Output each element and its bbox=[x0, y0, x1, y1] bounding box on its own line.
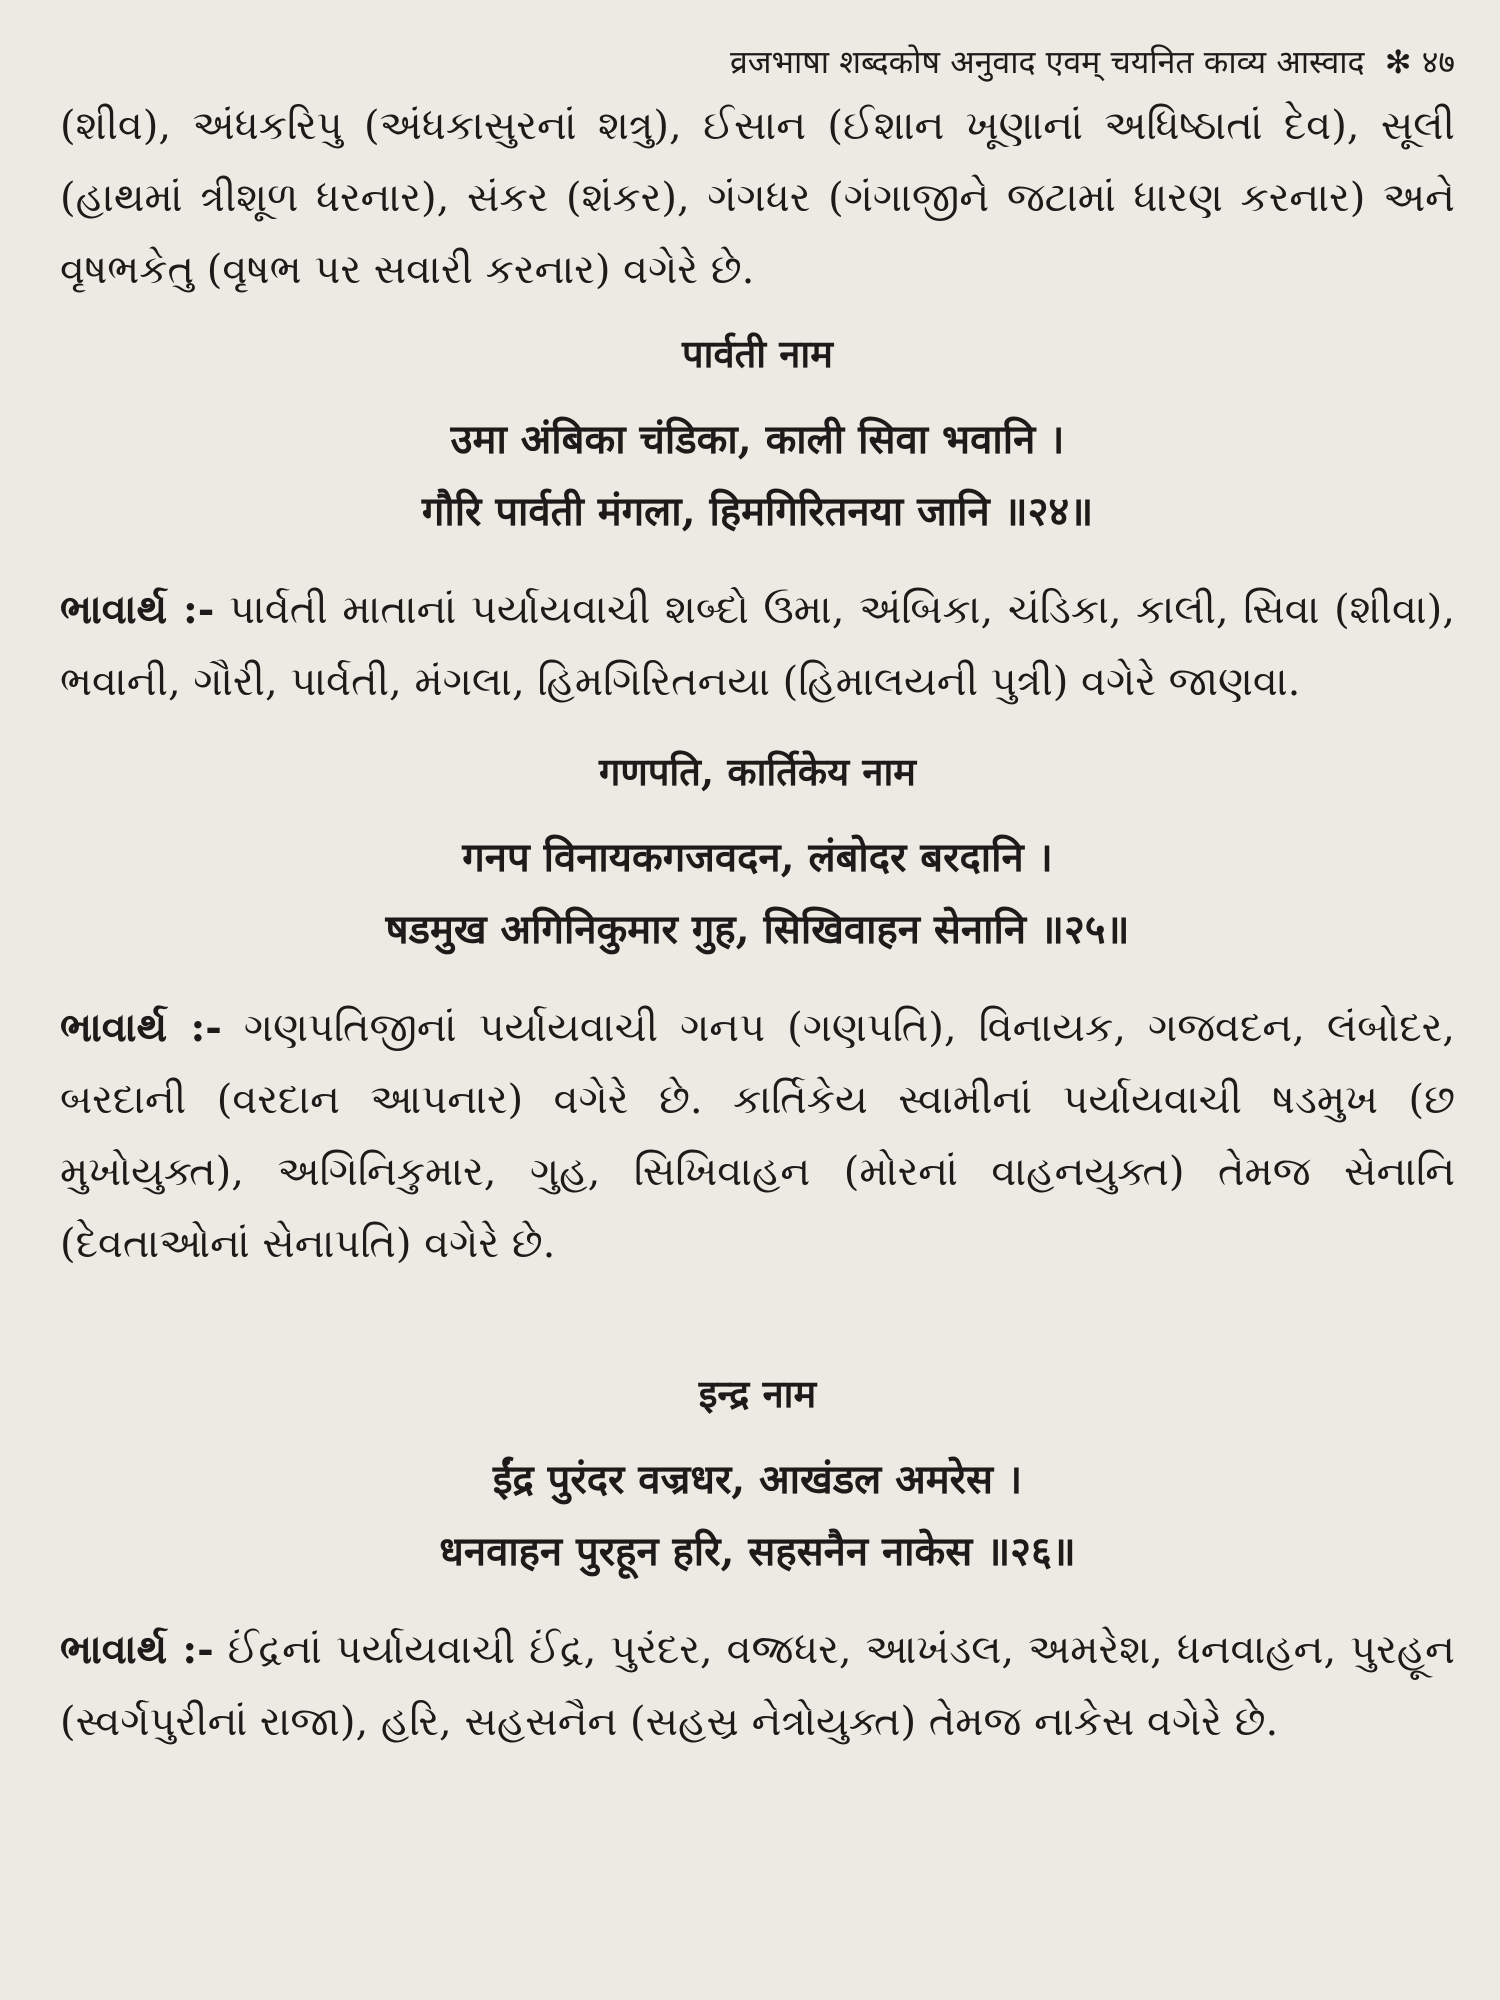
meaning-label: ભાવાર્થ :- bbox=[60, 586, 215, 633]
verse-line: ईंद्र पुरंदर वज्रधर, आखंडल अमरेस । bbox=[492, 1456, 1023, 1503]
verse-line: धनवाहन पुरहून हरि, सहसनैन नाकेस ॥२६॥ bbox=[439, 1528, 1076, 1575]
section-heading: पार्वती नाम bbox=[682, 331, 833, 376]
verse bbox=[60, 822, 1455, 966]
meaning-paragraph bbox=[60, 1614, 1455, 1758]
section-parvati bbox=[60, 324, 1455, 718]
meaning-label: ભાવાર્થ :- bbox=[60, 1004, 222, 1051]
verse-line: उमा अंबिका चंडिका, काली सिवा भवानि । bbox=[450, 416, 1065, 463]
intro-paragraph: (શીવ), અંધકરિપુ (અંધકાસુરનાં શત્રુ), ઈસાન (ઈશાન ખૂણાનાં અધિષ્ઠાતાં દેવ), સૂલી (હાથમાં ત્રીશૂળ ધરનાર), સંકર (શંકર), ગંગધર (ગંગાજીને જટામાં ધારણ કરનાર) અને વૃષભકેતુ (વૃષભ પર સવારી કરનાર) વગેરે છે. bbox=[60, 103, 1455, 293]
verse-line: गौरि पार्वती मंगला, हिमगिरितनया जानि ॥२४॥ bbox=[421, 488, 1094, 535]
meaning-text: પાર્વતી માતાનાં પર્યાયવાચી શબ્દો ઉમા, અંબિકા, ચંડિકા, કાલી, સિવા (શીવા), ભવાની, ગૌરી, પાર્વતી, મંગલા, હિમગિરિતનયા (હિમાલયની પુત્રી) વગેરે જાણવા. bbox=[60, 587, 1455, 705]
verse bbox=[60, 1444, 1455, 1588]
meaning-label: ભાવાર્થ :- bbox=[60, 1626, 214, 1673]
meaning-paragraph bbox=[60, 574, 1455, 718]
page-number: ४७ bbox=[1421, 43, 1455, 81]
spacer bbox=[60, 1304, 1455, 1350]
section-indra bbox=[60, 1364, 1455, 1758]
book-title: व्रजभाषा शब्दकोष अनुवाद एवम् चयनित काव्य आस्वाद bbox=[729, 43, 1365, 81]
section-ganapati bbox=[60, 742, 1455, 1280]
section-heading: इन्द्र नाम bbox=[698, 1371, 817, 1416]
section-heading: गणपति, कार्तिकेय नाम bbox=[598, 749, 917, 794]
verse-line: गनप विनायकगजवदन, लंबोदर बरदानि । bbox=[462, 834, 1053, 881]
running-head bbox=[60, 40, 1455, 84]
meaning-text: ઈંદ્રનાં પર્યાયવાચી ઈંદ્ર, પુરંદર, વજ્રધર, આખંડલ, અમરેશ, ધનવાહન, પુરહૂન (સ્વર્ગપુરીનાં રાજા), હરિ, સહસનૈન (સહસ્ર નેત્રોયુક્ત) તેમજ નાકેસ વગેરે છે. bbox=[60, 1627, 1455, 1745]
verse-line: षडमुख अगिनिकुमार गुह, सिखिवाहन सेनानि ॥२५॥ bbox=[385, 906, 1130, 953]
meaning-paragraph bbox=[60, 992, 1455, 1280]
verse bbox=[60, 404, 1455, 548]
meaning-text: ગણપતિજીનાં પર્યાયવાચી ગનપ (ગણપતિ), વિનાયક, ગજવદન, લંબોદર, બરદાની (વરદાન આપનાર) વગેરે છે. કાર્તિકેય સ્વામીનાં પર્યાયવાચી ષડમુખ (છ મુખોયુક્ત), અગિનિકુમાર, ગુહ, સિખિવાહન (મોરનાં વાહનયુક્ત) તેમજ સેનાનિ (દેવતાઓનાં સેનાપતિ) વગેરે છે. bbox=[60, 1005, 1456, 1267]
ornament-icon: ✻ bbox=[1384, 43, 1412, 81]
